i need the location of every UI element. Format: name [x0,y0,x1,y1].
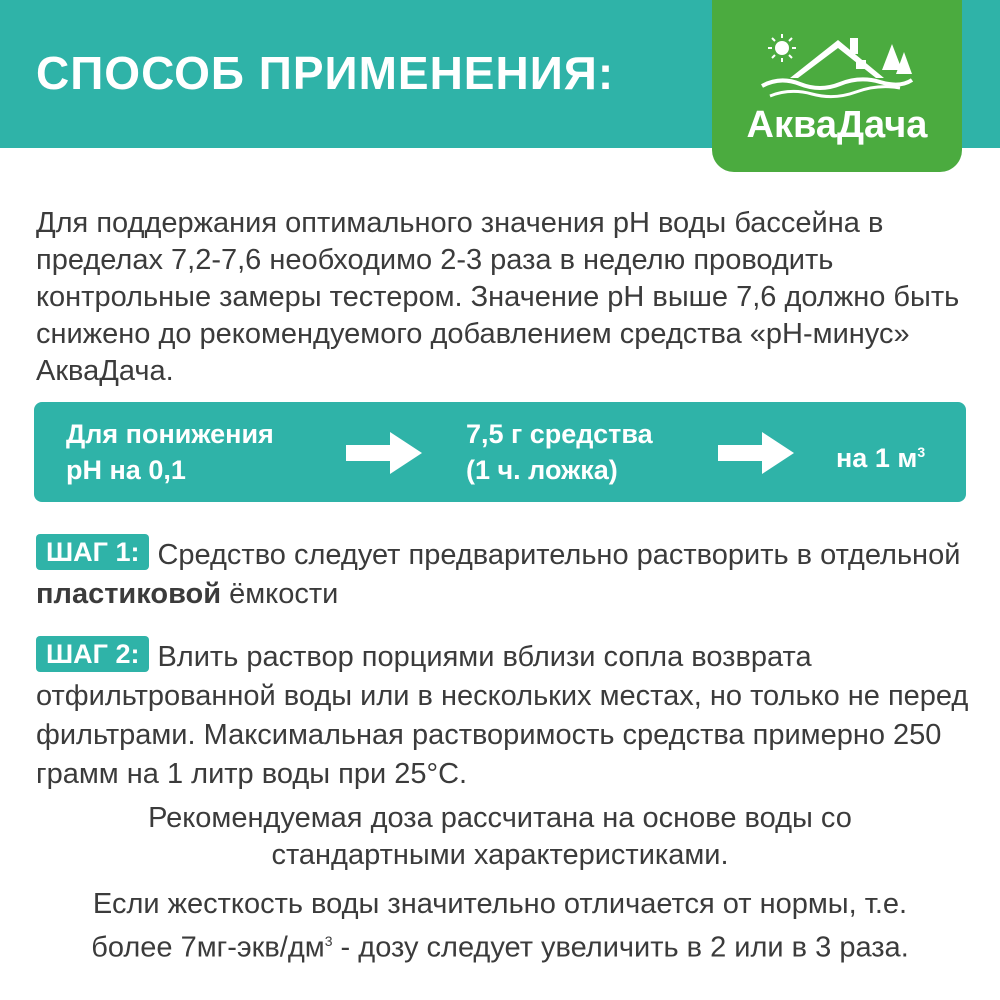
dose-reduction-line1: Для понижения [66,419,274,449]
step-1-emphasis: пластиковой [36,578,222,610]
step-1-text: Средство следует предварительно растворить в отдельной [157,539,961,571]
dose-note [0,800,1000,874]
step-1-badge: ШАГ 1: [36,534,149,570]
step-1 [36,534,976,614]
hardness-note-line2-start: более 7мг-экв/дм [91,931,325,964]
right-arrow-icon [346,432,422,474]
step-2-badge: ШАГ 2: [36,636,149,672]
step-2 [36,636,976,794]
step-2-text: Влить раствор порциями вблизи сопла возврата отфильтрованной воды или в нескольких местах, но только не перед фильтрами. Максимальная растворимость средства примерно 250 грамм на 1 литр воды при 25°С. [36,641,969,790]
page-title: СПОСОБ ПРИМЕНЕНИЯ: [36,47,615,99]
dose-note-line2: стандартными характеристиками. [271,839,729,871]
dose-amount-label [466,416,653,488]
right-arrow-icon [718,432,794,474]
dose-reduction-line2: pH на 0,1 [66,455,186,485]
dose-volume-text: на 1 м [836,443,918,473]
dose-amount-line1: 7,5 г средства [466,419,653,449]
dose-volume-label [836,434,925,476]
intro-paragraph: Для поддержания оптимального значения pH воды бассейна в пределах 7,2-7,6 необходимо 2-3 раза в неделю проводить контрольные замеры тестером. Значение pH выше 7,6 должно быть снижено до рекомендуемого добавлением средства «pH-минус» АкваДача. [36,207,960,387]
dose-reduction-label [66,416,274,488]
hardness-note-superscript: 3 [324,933,333,949]
hardness-note-line2-end: - дозу следует увеличить в 2 или в 3 раза. [332,931,909,964]
dose-amount-line2: (1 ч. ложка) [466,455,618,485]
step-1-text-end: ёмкости [221,578,339,610]
house-with-sun-and-trees-icon [760,30,914,102]
brand-logo [712,0,962,172]
hardness-note-line1: Если жесткость воды значительно отличается от нормы, т.е. [92,888,908,920]
hardness-note [0,886,1000,967]
dose-volume-superscript: 3 [917,444,926,460]
brand-name: АкваДача [746,104,928,146]
dose-banner [34,402,966,502]
dose-note-line1: Рекомендуемая доза рассчитана на основе воды со [148,802,852,834]
